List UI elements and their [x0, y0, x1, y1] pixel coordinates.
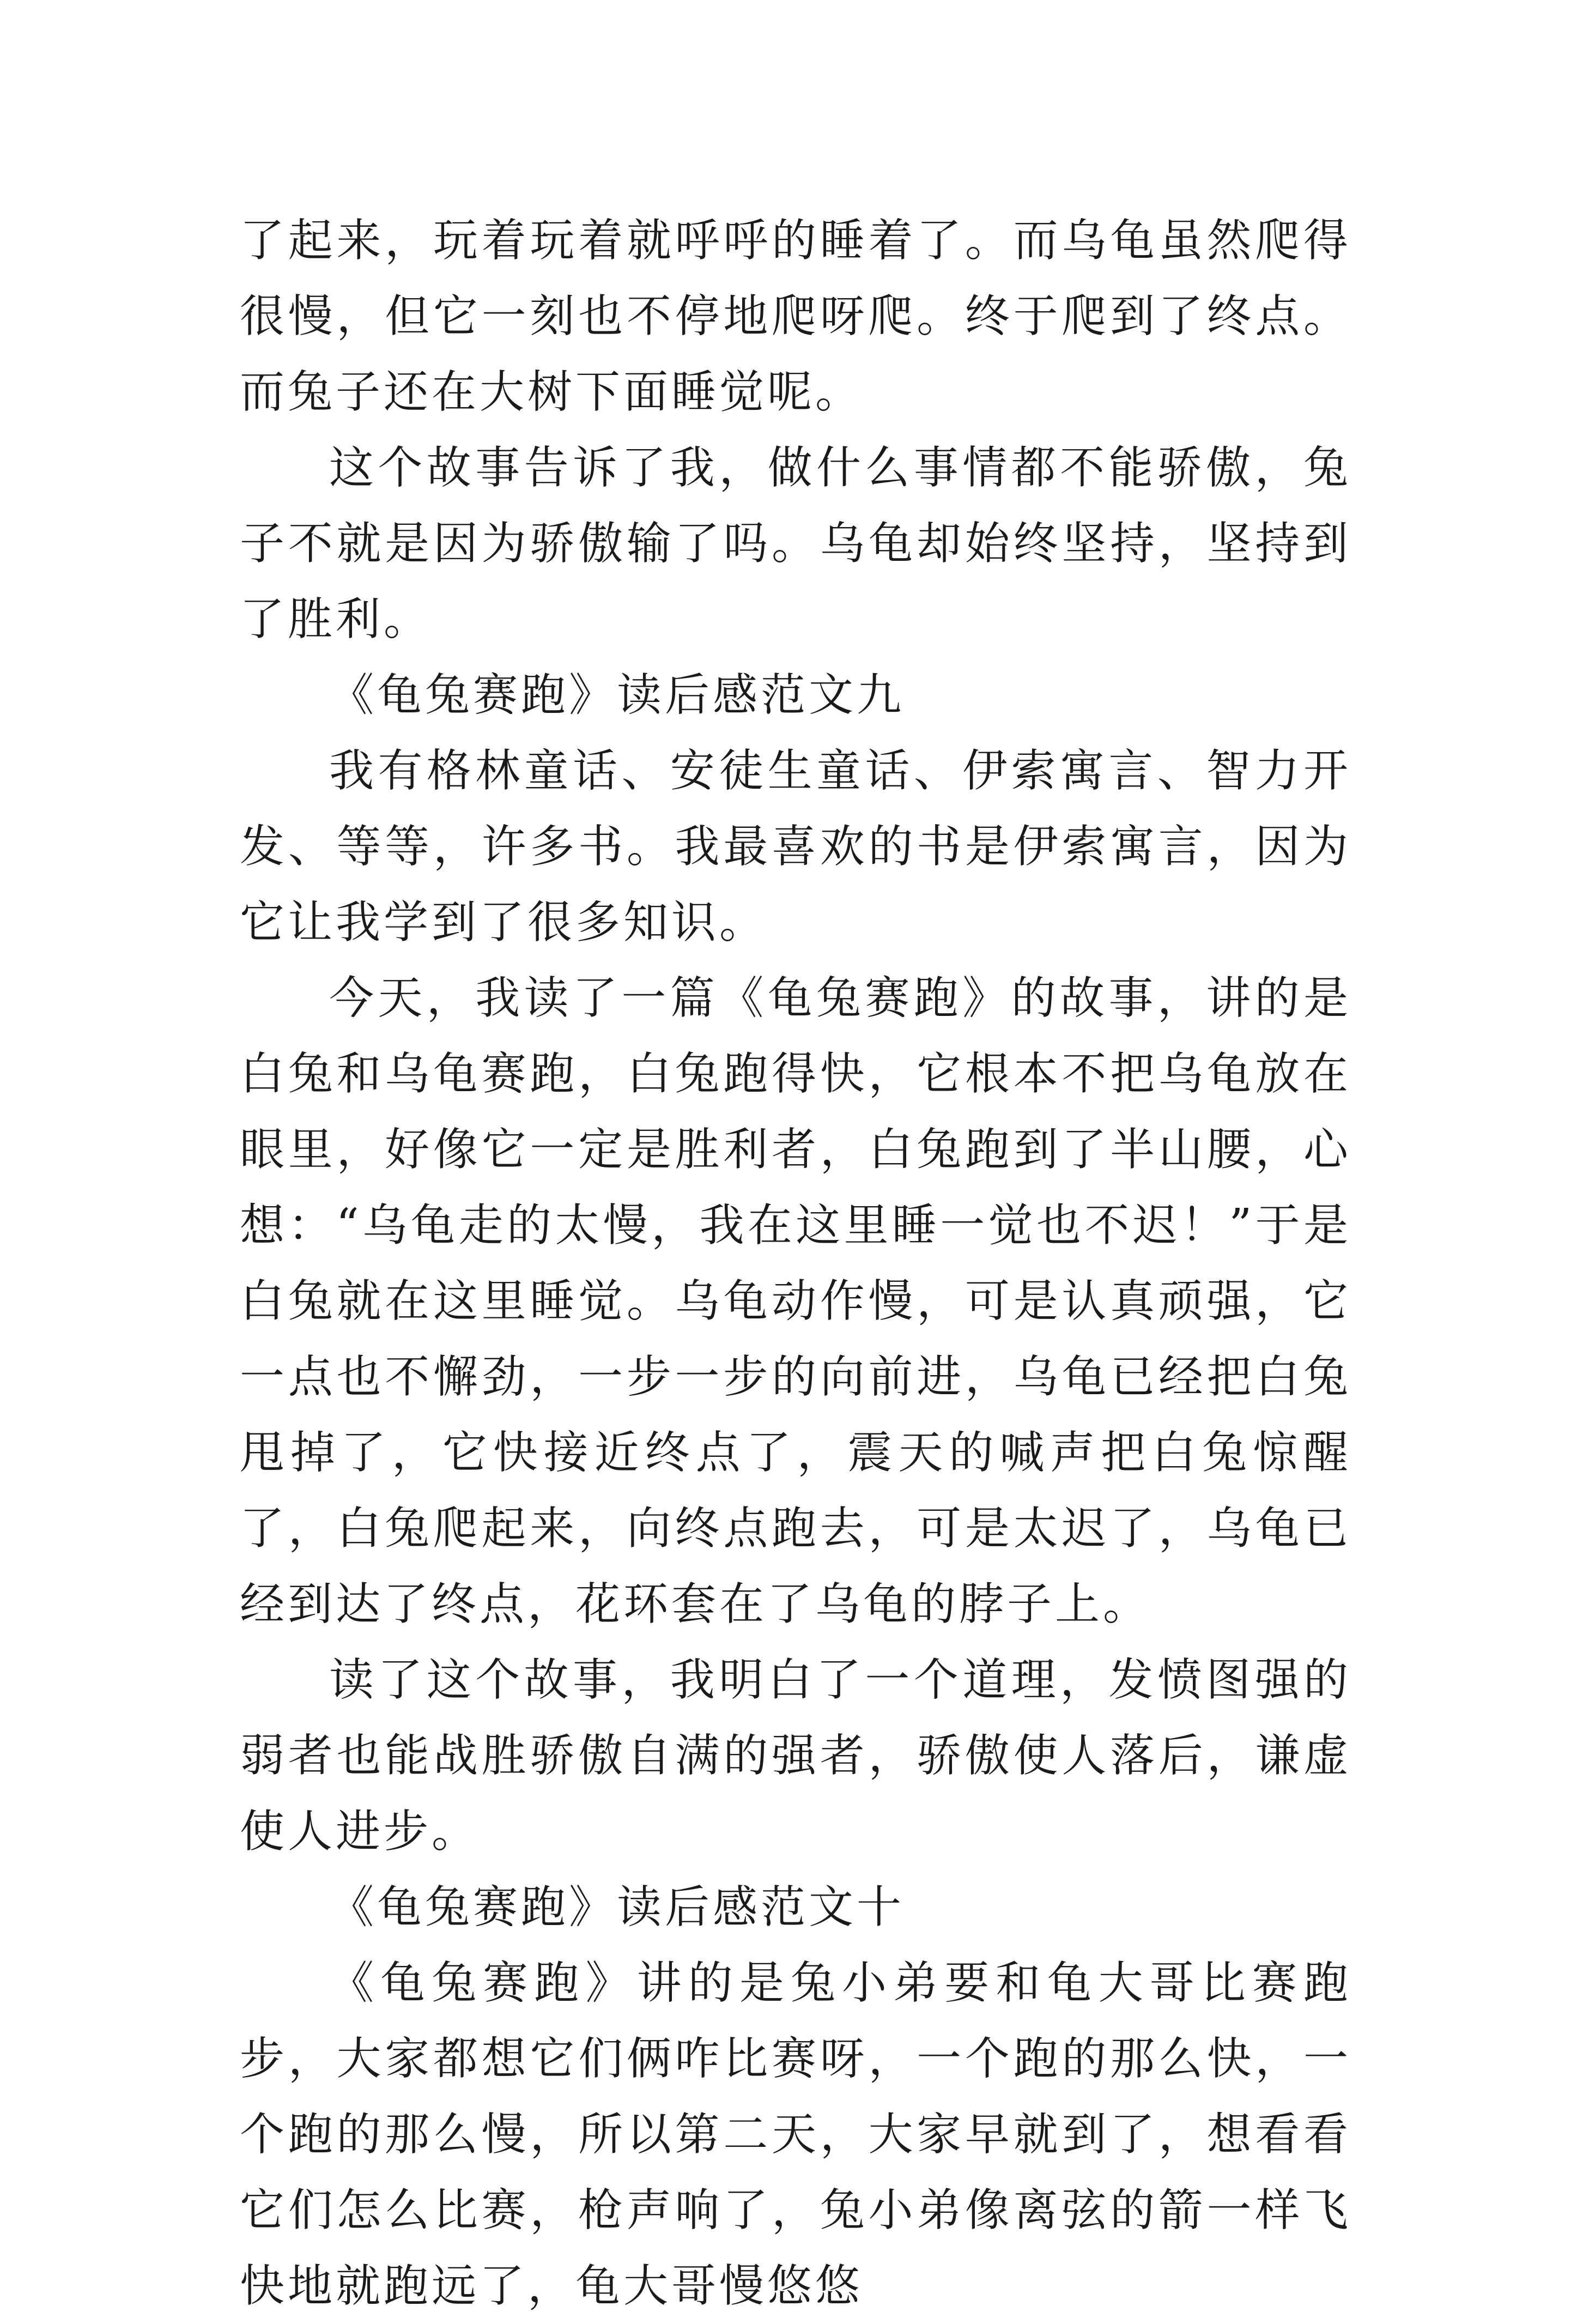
text-body	[240, 203, 1351, 2324]
section-heading: 《龟兔赛跑》读后感范文十	[329, 1881, 905, 1933]
paragraph: 读了这个故事，我明白了一个道理，发愤图强的弱者也能战胜骄傲自满的强者，骄傲使人落后，谦虚使人进步。	[240, 1654, 1351, 1857]
paragraph: 《龟兔赛跑》讲的是兔小弟要和龟大哥比赛跑步，大家都想它们俩咋比赛呀，一个跑的那么快，一个跑的那么慢，所以第二天，大家早就到了，想看看它们怎么比赛，枪声响了，兔小弟像离弦的箭一样飞快地就跑远了，龟大哥慢悠悠	[240, 1957, 1351, 2312]
paragraph-continuation: 了起来，玩着玩着就呼呼的睡着了。而乌龟虽然爬得很慢，但它一刻也不停地爬呀爬。终于爬到了终点。而兔子还在大树下面睡觉呢。	[240, 215, 1351, 418]
paragraph: 这个故事告诉了我，做什么事情都不能骄傲，兔子不就是因为骄傲输了吗。乌龟却始终坚持，坚持到了胜利。	[240, 442, 1351, 645]
section-heading: 《龟兔赛跑》读后感范文九	[329, 669, 905, 721]
paragraph: 我有格林童话、安徒生童话、伊索寓言、智力开发、等等，许多书。我最喜欢的书是伊索寓言，因为它让我学到了很多知识。	[240, 745, 1351, 948]
paragraph: 今天，我读了一篇《龟兔赛跑》的故事，讲的是白兔和乌龟赛跑，白兔跑得快，它根本不把乌龟放在眼里，好像它一定是胜利者，白兔跑到了半山腰，心想：“乌龟走的太慢，我在这里睡一觉也不迟！”于是白兔就在这里睡觉。乌龟动作慢，可是认真顽强，它一点也不懈劲，一步一步的向前进，乌龟已经把白兔甩掉了，它快接近终点了，震天的喊声把白兔惊醒了，白兔爬起来，向终点跑去，可是太迟了，乌龟已经到达了终点，花环套在了乌龟的脖子上。	[240, 972, 1351, 1630]
